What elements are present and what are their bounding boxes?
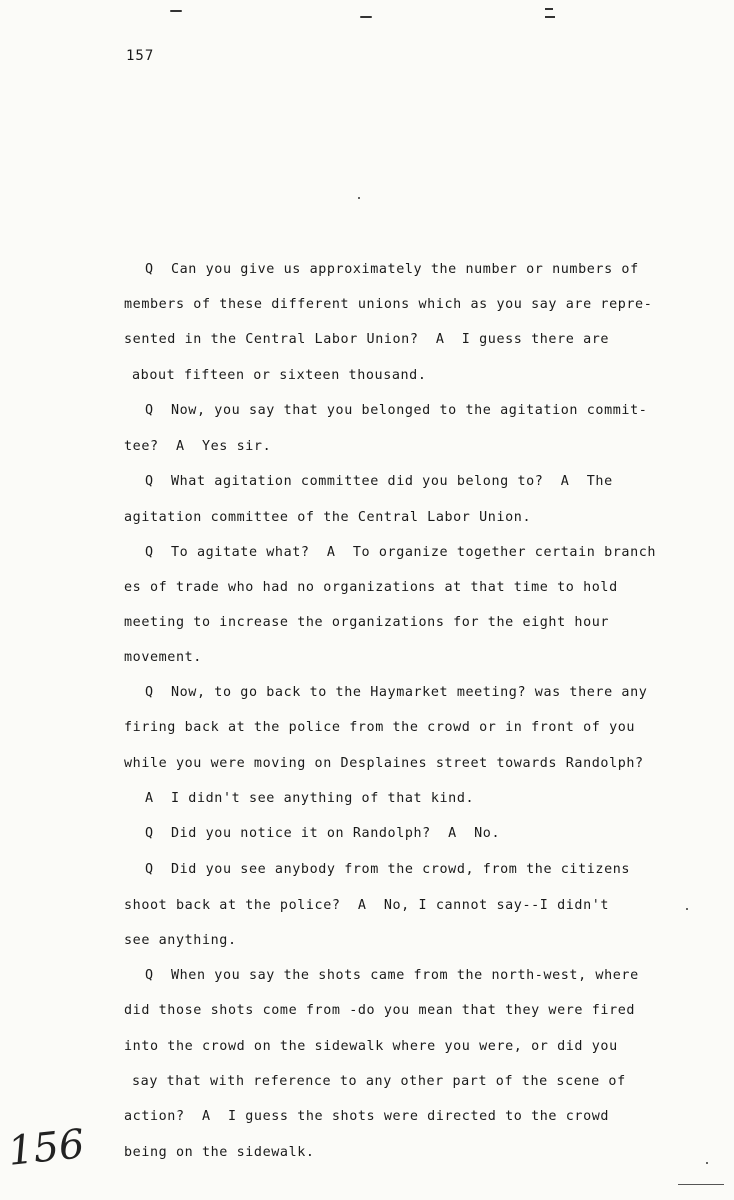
text-line: into the crowd on the sidewalk where you were, or did you [124,1039,618,1054]
text-line: A I didn't see anything of that kind. [145,791,475,806]
text-line: es of trade who had no organizations at that time to hold [124,580,618,595]
text-line: Q Did you notice it on Randolph? A No. [145,826,501,841]
scan-mark-4 [545,16,555,18]
margin-dot [706,1162,708,1164]
text-line: shoot back at the police? A No, I cannot say--I didn't [124,898,610,913]
text-line: members of these different unions which as you say are repre- [124,297,653,312]
text-line: Q When you say the shots came from the north-west, where [145,968,639,983]
text-line: sented in the Central Labor Union? A I guess there are [124,332,610,347]
text-line: while you were moving on Desplaines street towards Randolph? [124,756,644,771]
text-line: Q What agitation committee did you belong to? A The [145,474,613,489]
text-line: did those shots come from -do you mean that they were fired [124,1003,636,1018]
scan-dot [358,197,360,199]
handwritten-page-number: 156 [5,1121,87,1175]
text-line: Q Now, you say that you belonged to the agitation commit- [145,403,648,418]
text-line: Q Did you see anybody from the crowd, from the citizens [145,862,631,877]
text-line: about fifteen or sixteen thousand. [132,368,427,383]
page-number: 157 [126,48,155,64]
text-line: movement. [124,650,202,665]
scan-mark-2 [360,16,372,18]
text-line: Q To agitate what? A To organize together certain branch [145,545,657,560]
text-line: tee? A Yes sir. [124,439,272,454]
text-line: agitation committee of the Central Labor Union. [124,510,532,525]
scan-mark-3 [545,8,553,10]
bottom-rule [678,1184,724,1185]
text-line: firing back at the police from the crowd or in front of you [124,720,636,735]
text-line: see anything. [124,933,237,948]
text-line: meeting to increase the organizations for the eight hour [124,615,610,630]
text-line: action? A I guess the shots were directed to the crowd [124,1109,610,1124]
text-line: Q Now, to go back to the Haymarket meeting? was there any [145,685,648,700]
text-line: being on the sidewalk. [124,1145,315,1160]
margin-dot [686,908,688,910]
text-line: say that with reference to any other part of the scene of [132,1074,626,1089]
scan-mark-1 [170,10,182,12]
text-line: Q Can you give us approximately the number or numbers of [145,262,639,277]
